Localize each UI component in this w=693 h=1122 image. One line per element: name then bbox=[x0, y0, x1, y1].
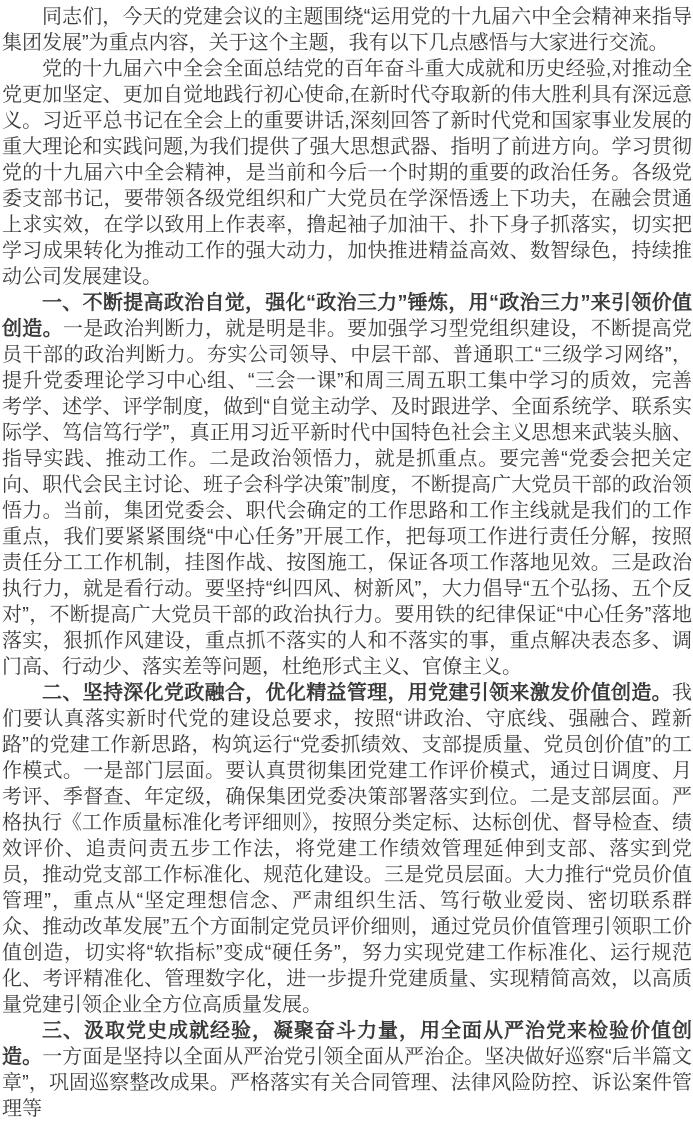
paragraph bbox=[2, 1018, 692, 1122]
paragraph bbox=[2, 56, 692, 290]
section-heading: 一、不断提高政治自觉，强化“政治三力”锤炼，用“政治三力”来引领价值创造。 bbox=[2, 292, 692, 340]
body-text: 党的十九届六中全会全面总结党的百年奋斗重大成就和历史经验,对推动全党更加坚定、更加自觉地践行初心使命,在新时代夺取新的伟大胜利具有深远意义。习近平总书记在全会上的重要讲话,深刻回答了新时代党和国家事业发展的重大理论和实践问题,为我们提供了强大思想武器、指明了前进方向。学习贯彻党的十九届六中全会精神，是当前和今后一个时期的重要的政治任务。各级党委支部书记，要带领各级党组织和广大党员在学深悟透上下功夫，在融会贯通上求实效，在学以致用上作表率，撸起袖子加油干、扑下身子抓落实，切实把学习成果转化为推动工作的强大动力，加快推进精益高效、数智绿色，持续推动公司发展建设。 bbox=[2, 58, 692, 288]
section-heading: 三、汲取党史成就经验，凝聚奋斗力量，用全面从严治党来检验价值创造。 bbox=[2, 1020, 692, 1068]
body-text: 我们要认真落实新时代党的建设总要求，按照“讲政治、守底线、强融合、蹚新路”的党建工作新思路，构筑运行“党委抓绩效、支部提质量、党员创价值”的工作模式。一是部门层面。要认真贯彻集团党建工作评价模式，通过日调度、月考评、季督查、年定级，确保集团党委决策部署落实到位。二是支部层面。严格执行《工作质量标准化考评细则》，按照分类定标、达标创优、督导检查、绩效评价、追责问责五步工作法，将党建工作绩效管理延伸到支部、落实到党员，推动党支部工作标准化、规范化建设。三是党员层面。大力推行“党员价值管理”，重点从“坚定理想信念、严肃组织生活、笃行敬业爱岗、密切联系群众、推动改革发展”五个方面制定党员评价细则，通过党员价值管理引领职工价值创造，切实将“软指标”变成“硬任务”，努力实现党建工作标准化、运行规范化、考评精准化、管理数字化，进一步提升党建质量、实现精简高效，以高质量党建引领企业全方位高质量发展。 bbox=[2, 682, 692, 1016]
body-text: 一方面是坚持以全面从严治党引领全面从严治企。坚决做好巡察“后半篇文章”，巩固巡察整改成果。严格落实有关合同管理、法律风险防控、诉讼案件管理等 bbox=[2, 1046, 692, 1120]
body-text: 一是政治判断力，就是明是非。要加强学习型党组织建设，不断提高党员干部的政治判断力。夯实公司领导、中层干部、普通职工“三级学习网络”，提升党委理论学习中心组、“三会一课”和周三周五职工集中学习的质效，完善考学、述学、评学制度，做到“自觉主动学、及时跟进学、全面系统学、联系实际学、笃信笃行学”，真正用习近平新时代中国特色社会主义思想来武装头脑、指导实践、推动工作。二是政治领悟力，就是抓重点。要完善“党委会把关定向、职代会民主讨论、班子会科学决策”制度，不断提高广大党员干部的政治领悟力。当前，集团党委会、职代会确定的工作思路和工作主线就是我们的工作重点，我们要紧紧围绕“中心任务”开展工作，把每项工作进行责任分解，按照责任分工工作机制，挂图作战、按图施工，保证各项工作落地见效。三是政治执行力，就是看行动。要坚持“纠四风、树新风”，大力倡导“五个弘扬、五个反对”，不断提高广大党员干部的政治执行力。要用铁的纪律保证“中心任务”落地落实，狠抓作风建设，重点抓不落实的人和不落实的事，重点解决表态多、调门高、行动少、落实差等问题，杜绝形式主义、官僚主义。 bbox=[2, 318, 693, 678]
paragraph bbox=[2, 4, 692, 56]
body-text: 同志们，今天的党建会议的主题围绕“运用党的十九届六中全会精神来指导集团发展”为重点内容，关于这个主题，我有以下几点感悟与大家进行交流。 bbox=[2, 6, 692, 54]
paragraph bbox=[2, 680, 692, 1018]
section-heading: 二、坚持深化党政融合，优化精益管理，用党建引领来激发价值创造。 bbox=[42, 682, 672, 704]
paragraph bbox=[2, 290, 692, 680]
